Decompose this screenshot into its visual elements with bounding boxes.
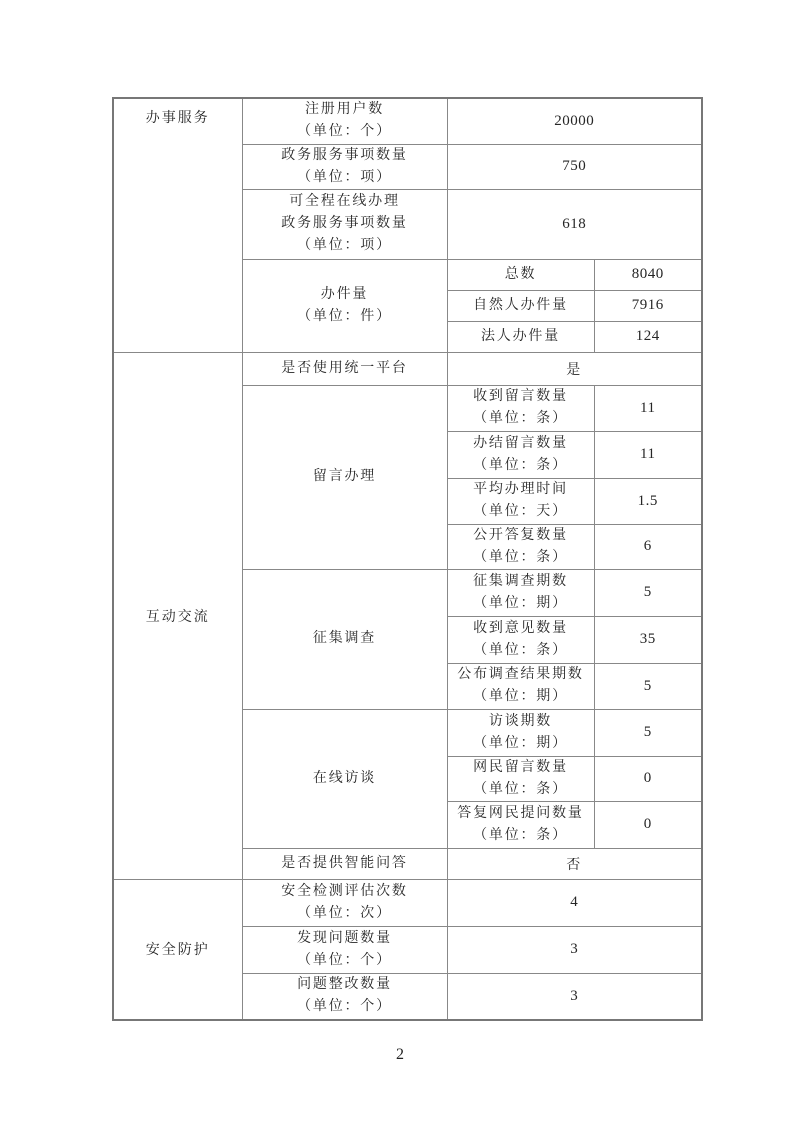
item-name: 政务服务事项数量 <box>281 216 408 231</box>
sub-item-name: 征集调查期数 <box>473 573 568 589</box>
value-cell: 1.5 <box>594 478 702 524</box>
sub-item-cell <box>447 616 594 663</box>
item-name: 安全检测评估次数 <box>281 883 408 899</box>
item-name: 政务服务事项数量 <box>281 147 408 163</box>
sub-item-name: 访谈期数 <box>488 713 553 729</box>
sub-item-name: 答复网民提问数量 <box>457 805 584 821</box>
sub-item-cell <box>447 431 594 478</box>
sub-item-unit: （单位：天） <box>473 504 568 519</box>
sub-item-name: 网民留言数量 <box>473 759 568 775</box>
item-label-cell <box>242 385 447 569</box>
table-row <box>113 352 702 385</box>
sub-item-unit: （单位：期） <box>473 689 568 704</box>
sub-item-name: 公布调查结果期数 <box>457 667 584 682</box>
sub-item-cell <box>447 569 594 616</box>
item-unit: （单位：个） <box>297 999 392 1015</box>
sub-item-name: 总数 <box>504 266 537 282</box>
item-label-cell <box>242 926 447 973</box>
item-name: 是否使用统一平台 <box>281 360 408 376</box>
value-cell: 否 <box>447 848 702 879</box>
sub-item-unit: （单位：条） <box>473 642 568 658</box>
value-cell: 20000 <box>447 98 702 144</box>
table-row <box>113 879 702 926</box>
item-label-cell <box>242 709 447 848</box>
sub-item-unit: （单位：条） <box>473 457 568 473</box>
sub-item-cell <box>447 709 594 756</box>
item-unit: （单位：次） <box>297 905 392 921</box>
table-row <box>113 98 702 144</box>
sub-item-name: 办结留言数量 <box>473 435 568 451</box>
value-cell: 11 <box>594 385 702 431</box>
item-name: 发现问题数量 <box>297 930 392 946</box>
value-cell: 是 <box>447 352 702 385</box>
value-cell: 6 <box>594 524 702 569</box>
value-cell: 7916 <box>594 290 702 321</box>
page-number: 2 <box>396 1046 404 1063</box>
item-label-cell <box>242 973 447 1020</box>
value-cell: 8040 <box>594 259 702 290</box>
value-cell: 4 <box>447 879 702 926</box>
item-name: 注册用户数 <box>305 102 384 118</box>
value-cell: 618 <box>447 189 702 259</box>
sub-item-unit: （单位：条） <box>473 549 568 565</box>
value-cell: 750 <box>447 144 702 189</box>
sub-item-name: 公开答复数量 <box>473 527 568 543</box>
value-cell: 5 <box>594 663 702 709</box>
category-cell-service: 办事服务 <box>113 98 242 352</box>
sub-item-cell <box>447 321 594 352</box>
sub-item-unit: （单位：期） <box>473 735 568 751</box>
sub-item-cell <box>447 478 594 524</box>
sub-item-unit: （单位：条） <box>473 827 568 843</box>
value-cell: 11 <box>594 431 702 478</box>
sub-item-cell <box>447 259 594 290</box>
value-cell: 5 <box>594 709 702 756</box>
sub-item-name: 平均办理时间 <box>473 482 568 497</box>
item-label-cell <box>242 259 447 352</box>
sub-item-cell <box>447 290 594 321</box>
sub-item-unit: （单位：条） <box>473 411 568 426</box>
sub-item-cell <box>447 385 594 431</box>
value-cell: 0 <box>594 801 702 848</box>
sub-item-cell <box>447 663 594 709</box>
item-name: 办件量 <box>320 286 369 302</box>
item-label-cell <box>242 848 447 879</box>
sub-item-cell <box>447 801 594 848</box>
value-cell: 0 <box>594 756 702 801</box>
item-label-cell <box>242 98 447 144</box>
sub-item-name: 法人办件量 <box>481 328 560 344</box>
sub-item-unit: （单位：期） <box>473 595 568 611</box>
item-unit: （单位：件） <box>297 308 392 324</box>
item-label-cell <box>242 189 447 259</box>
item-unit: （单位：个） <box>297 952 392 968</box>
item-name: 可全程在线办理 <box>289 194 400 209</box>
sub-item-name: 自然人办件量 <box>473 297 568 313</box>
item-label-cell <box>242 569 447 709</box>
sub-item-cell <box>447 756 594 801</box>
item-unit: （单位：项） <box>297 238 392 253</box>
value-cell: 124 <box>594 321 702 352</box>
value-cell: 3 <box>447 926 702 973</box>
value-cell: 3 <box>447 973 702 1020</box>
item-label-cell <box>242 879 447 926</box>
sub-item-unit: （单位：条） <box>473 781 568 797</box>
item-label-cell <box>242 352 447 385</box>
item-name: 问题整改数量 <box>297 977 392 993</box>
item-unit: （单位：项） <box>297 169 392 185</box>
sub-item-name: 收到意见数量 <box>473 620 568 636</box>
sub-item-cell <box>447 524 594 569</box>
report-table <box>112 97 703 1021</box>
item-unit: （单位：个） <box>297 124 392 140</box>
item-name: 留言办理 <box>312 469 377 484</box>
category-cell-interaction: 互动交流 <box>113 352 242 879</box>
value-cell: 5 <box>594 569 702 616</box>
value-cell: 35 <box>594 616 702 663</box>
item-name: 征集调查 <box>312 631 377 646</box>
sub-item-name: 收到留言数量 <box>473 389 568 404</box>
item-name: 在线访谈 <box>312 770 377 786</box>
category-cell-security: 安全防护 <box>113 879 242 1020</box>
item-name: 是否提供智能问答 <box>281 855 408 871</box>
item-label-cell <box>242 144 447 189</box>
